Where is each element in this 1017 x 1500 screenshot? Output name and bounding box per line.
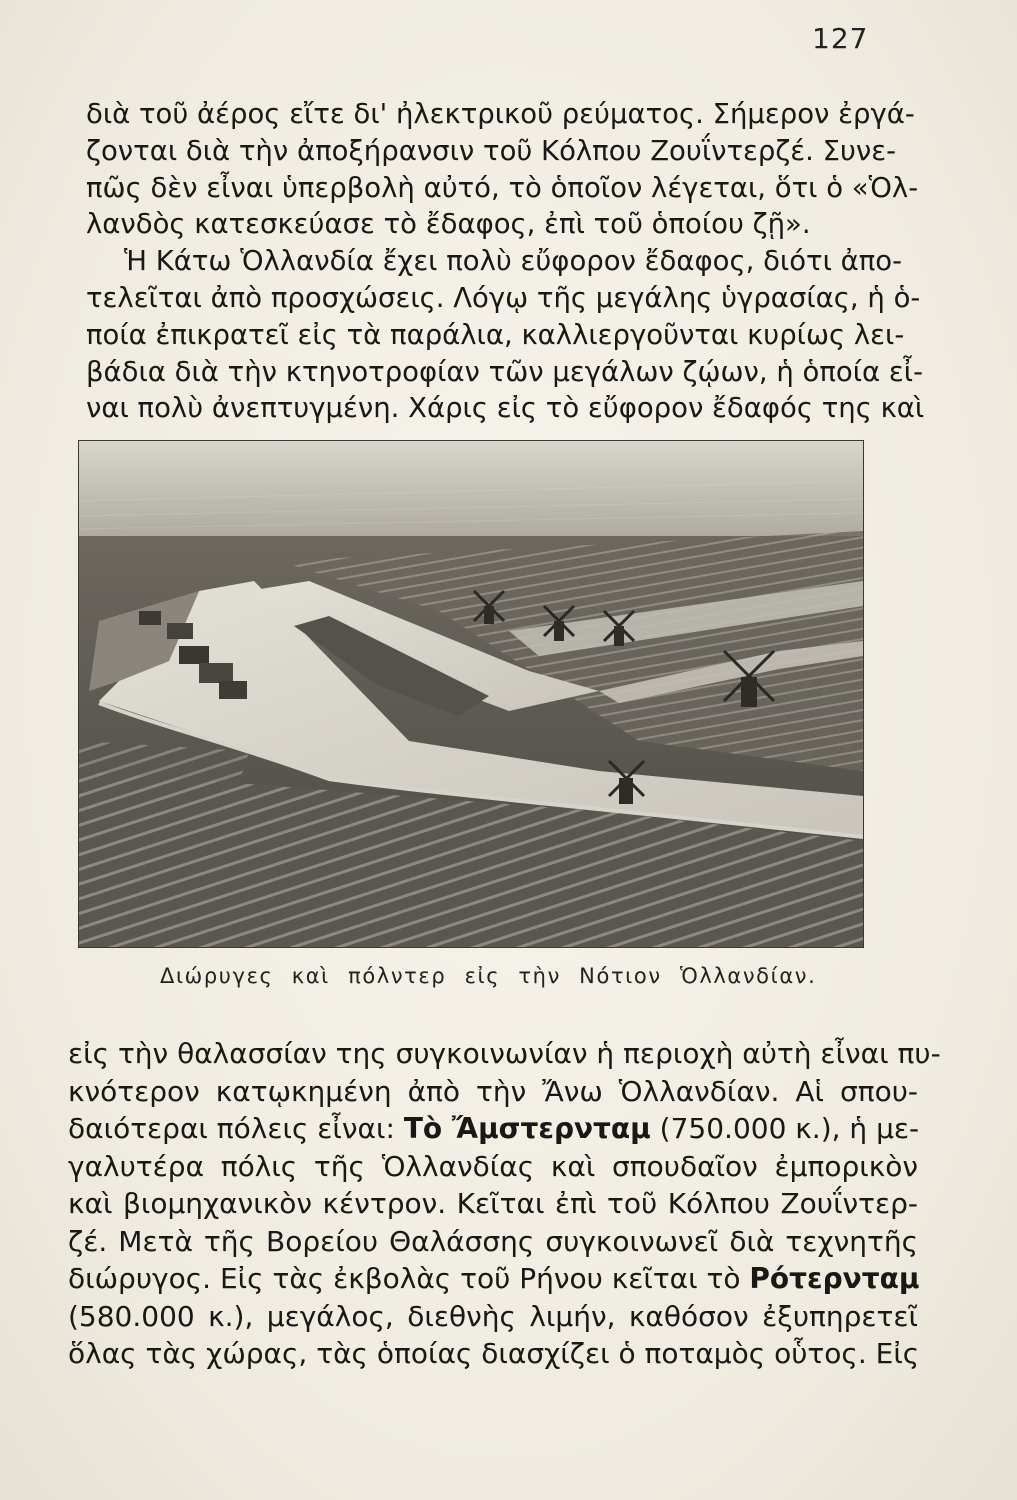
- text-line: ναι πολὺ ἀνεπτυγμένη. Χάρις εἰς τὸ εὔφορον ἔδαφός της καὶ: [86, 392, 925, 425]
- text-line: Ἡ Κάτω Ὁλλανδία ἔχει πολὺ εὔφορον ἔδαφος, διότι ἀπο-: [124, 245, 903, 278]
- text-line: εἰς τὴν θαλασσίαν της συγκοινωνίαν ἡ περιοχὴ αὐτὴ εἶναι πυ-: [68, 1037, 941, 1070]
- text-segment: δαιότεραι πόλεις εἶναι:: [68, 1112, 404, 1145]
- figure-caption: Διώρυγες καὶ πόλντερ εἰς τὴν Νότιον Ὁλλανδίαν.: [160, 964, 817, 988]
- text-line: [68, 1260, 918, 1298]
- top-paragraph: [86, 96, 925, 427]
- text-line: ποία ἐπικρατεῖ εἰς τὰ παράλια, καλλιεργοῦνται κυρίως λει-: [86, 318, 905, 351]
- text-segment: διώρυγος. Εἰς τὰς ἐκβολὰς τοῦ Ρήνου κεῖται τὸ: [68, 1262, 750, 1295]
- canals-polders-photo: [78, 440, 864, 948]
- text-line: (580.000 κ.), μεγάλος, διεθνὴς λιμήν, καθόσον ἐξυπηρετεῖ: [68, 1299, 918, 1333]
- text-line: λανδὸς κατεσκεύασε τὸ ἔδαφος, ἐπὶ τοῦ ὁποίου ζῇ».: [86, 208, 811, 241]
- text-line: πῶς δὲν εἶναι ὑπερβολὴ αὐτό, τὸ ὁποῖον λέγεται, ὅτι ὁ «Ὁλ-: [86, 171, 919, 204]
- text-line: διὰ τοῦ ἀέρος εἴτε δι' ἠλεκτρικοῦ ρεύματος. Σήμερον ἐργά-: [86, 98, 915, 130]
- text-line: [68, 1110, 918, 1148]
- text-line: καὶ βιομηχανικὸν κέντρον. Κεῖται ἐπὶ τοῦ Κόλπου Ζουΐντερ-: [68, 1187, 918, 1220]
- bottom-paragraph: [68, 1035, 941, 1373]
- text-line: τελεῖται ἀπὸ προσχώσεις. Λόγῳ τῆς μεγάλης ὑγρασίας, ἡ ὁ-: [86, 281, 921, 314]
- text-line: κνότερον κατῳκημένη ἀπὸ τὴν Ἄνω Ὁλλανδίαν. Αἱ σπου-: [68, 1074, 918, 1108]
- text-line: βάδια διὰ τὴν κτηνοτροφίαν τῶν μεγάλων ζῴων, ἡ ὁποία εἶ-: [86, 355, 924, 388]
- city-amsterdam: Τὸ Ἄμστερνταμ: [403, 1112, 651, 1145]
- text-line: ζέ. Μετὰ τῆς Βορείου Θαλάσσης συγκοινωνεῖ διὰ τεχνητῆς: [68, 1224, 918, 1258]
- text-line: ὅλας τὰς χώρας, τὰς ὁποίας διασχίζει ὁ ποταμὸς οὗτος. Εἰς: [68, 1337, 920, 1370]
- text-line: γαλυτέρα πόλις τῆς Ὁλλανδίας καὶ σπουδαῖον ἐμπορικὸν: [68, 1149, 918, 1183]
- text-line: ζονται διὰ τὴν ἀποξήρανσιν τοῦ Κόλπου Ζουΐντερζέ. Συνε-: [86, 134, 897, 167]
- city-rotterdam: Ρότερνταμ: [749, 1262, 920, 1295]
- page-number: 127: [812, 22, 869, 55]
- text-segment: (750.000 κ.), ἡ με-: [650, 1112, 920, 1145]
